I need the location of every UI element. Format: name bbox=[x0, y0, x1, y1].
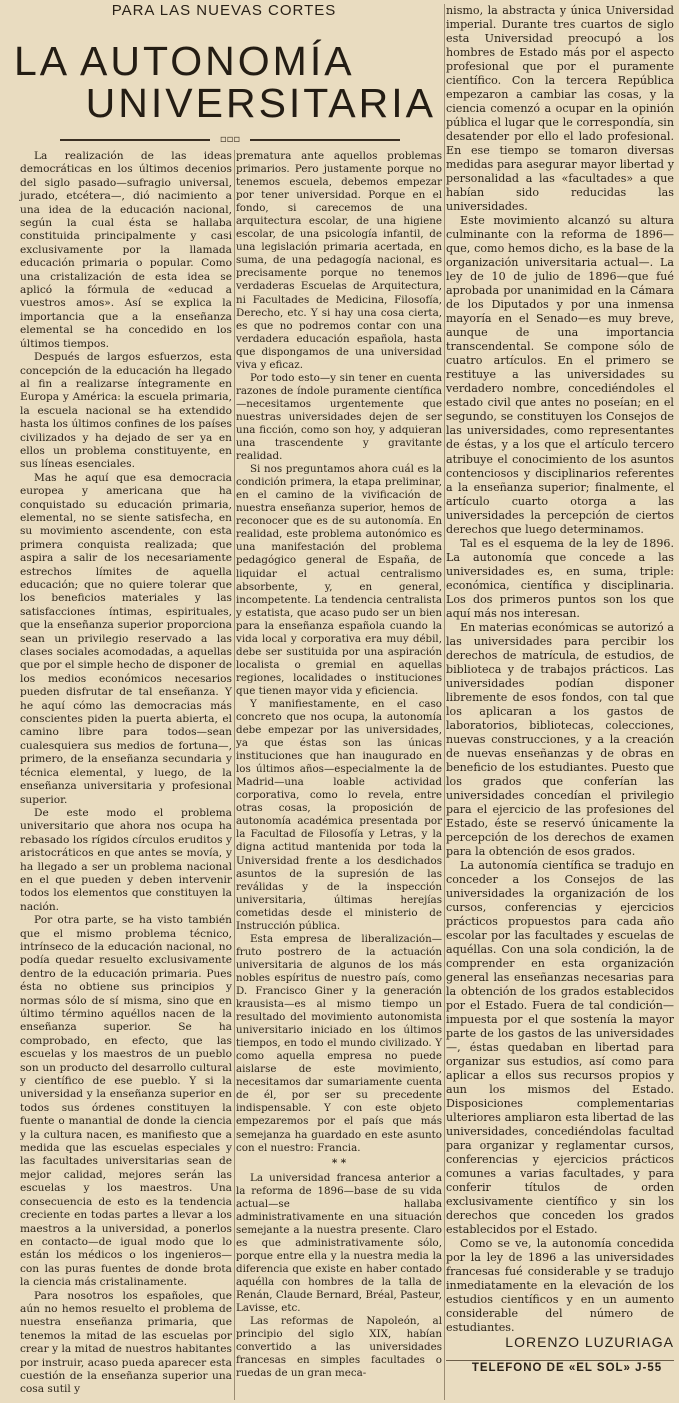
paragraph: nismo, la abstracta y única Universidad imperial. Durante tres cuartos de siglo esta Universidad preocupó a los hombres de Estado más por el aspecto profesional que por el puramente científico. Con la tercera República empezaron a cambiar las cosas, y la ciencia comenzó a ocupar en la opinión pública el lugar que le correspondía, sin desatender por ello el lado profesional. En ese tiempo se tomaron diversas medidas para asegurar mayor libertad y personalidad a las «facultades» a que habían sido reducidas las universidades. bbox=[446, 4, 674, 214]
paragraph: Este movimiento alcanzó su altura culminante con la reforma de 1896—que, como hemos dicho, es la base de la organización universitaria actual—. La ley de 10 de julio de 1896—que fué aprobada por unanimidad en la Cámara de los Diputados y por una inmensa mayoría en el Senado—es muy breve, aunque de una importancia transcendental. Se compone sólo de cuatro artículos. En el primero se restituye a las universidades su verdadero nombre, concediéndoles el estado civil que antes no poseían; en el segundo, se constituyen los Consejos de las universidades, como representantes de éstas, y a los que el artículo tercero atribuye el conocimiento de los asuntos contenciosos y disciplinarios referentes a la enseñanza superior; finalmente, el artículo cuarto otorga a las universidades la percepción de ciertos derechos que luego determinamos. bbox=[446, 214, 674, 536]
ornament-icon: ▫▫▫ bbox=[219, 134, 241, 145]
rule-line-right bbox=[250, 139, 400, 141]
headline-line-1: LA AUTONOMÍA bbox=[14, 38, 355, 84]
paragraph: Si nos preguntamos ahora cuál es la condición primera, la etapa preliminar, en el camino de la vivificación de nuestra enseñanza superior, hemos de reconocer que es de su autonomía. En realidad, este problema autonómico es una manifestación del problema pedagógico general de España, de liquidar el actual centralismo absorbente, y, en general, incompetente. La tendencia centralista y estatista, que acaso pudo ser un bien para la enseñanza española cuando la vida local y corporativa era muy débil, debe ser sustituida por una aspiración localista o gremial en aquellas regiones, localidades o instituciones que tienen mayor vida y eficiencia. bbox=[236, 463, 442, 697]
paragraph: La universidad francesa anterior a la reforma de 1896—base de su vida actual—se hallaba administrativamente en una situación semejante a la nuestra presente. Claro es que administrativamente sólo, porque entre ella y la nuestra media la diferencia que existe en haber contado aquélla con hombres de la talla de Renán, Claude Bernard, Bréal, Pasteur, Lavisse, etc. bbox=[236, 1171, 442, 1315]
rule-line-left bbox=[60, 139, 210, 141]
paragraph: De este modo el problema universitario que ahora nos ocupa ha rebasado los rígidos círculos eruditos y aristocráticos en que antes se movía, y ha llegado a ser un problema nacional en el que pueden y deben intervenir todos los elementos que constituyen la nación. bbox=[20, 806, 232, 913]
article-column-1 bbox=[20, 150, 232, 1400]
headline-line-2: UNIVERSITARIA bbox=[85, 80, 436, 126]
paragraph: Por otra parte, se ha visto también que el mismo problema técnico, intrínseco de la educación nacional, no podía quedar resuelto exclusivamente dentro de la educación primaria. Pues ésta no obtiene sus principios y normas sólo de sí misma, sino que en último término aquéllos nacen de la enseñanza superior. Se ha comprobado, en efecto, que las escuelas y los maestros de un pueblo son un producto del desarrollo cultural y científico de ese pueblo. Y si la universidad y la enseñanza superior en todos sus órdenes constituyen la fuente o manantial de donde la ciencia y la cultura nacen, es manifiesto que a medida que las escuelas especiales y las facultades universitarias sean de mejor calidad, mejores serán las escuelas y los maestros. Una consecuencia de esto es la tendencia creciente en todas partes a llevar a los maestros a la universidad, a ponerlos en contacto—de igual modo que lo están los médicos o los ingenieros—con las puras fuentes de donde brota la ciencia más cristalinamente. bbox=[20, 914, 232, 1289]
paragraph: prematura ante aquellos problemas primarios. Pero justamente porque no tenemos escuela, debemos empezar por tener universidad. Porque en el fondo, si carecemos de una arquitectura escolar, de una higiene escolar, de una psicología infantil, de una legislación primaria acertada, en suma, de una pedagogía nacional, es precisamente porque no tenemos verdaderas Escuelas de Arquitectura, ni Facultades de Medicina, Filosofía, Derecho, etc. Y si hay una cosa cierta, es que no podremos contar con una verdadera educación española, hasta que dispongamos de una universidad viva y eficaz. bbox=[236, 150, 442, 371]
headline-rule bbox=[60, 134, 400, 146]
column-divider bbox=[444, 4, 445, 1400]
telephone-notice: TELEFONO DE «EL SOL» J-55 bbox=[471, 1361, 663, 1374]
author-signature: LORENZO LUZURIAGA bbox=[505, 1334, 674, 1351]
column-divider bbox=[234, 150, 235, 1400]
paragraph: Tal es el esquema de la ley de 1896. La autonomía que concede a las universidades es, en suma, triple: económica, científica y disciplinaria. Los dos primeros puntos son los que aquí más nos interesan. bbox=[446, 536, 674, 620]
section-title: PARA LAS NUEVAS CORTES bbox=[111, 2, 337, 19]
paragraph: Como se ve, la autonomía concedida por la ley de 1896 a las universidades francesas fué considerable y se tradujo inmediatamente en la elevación de los estudios científicos y en un aumento considerable del número de estudiantes. bbox=[446, 1237, 674, 1335]
paragraph: Las reformas de Napoleón, al principio del siglo XIX, habían convertido a las universidades francesas en simples facultades o ruedas de un gran meca- bbox=[236, 1315, 442, 1380]
paragraph: La autonomía científica se tradujo en conceder a los Consejos de las universidades la organización de los cursos, conferencias y ejercicios prácticos propuestos para cada año escolar por las facultades y escuelas de aquéllas. Con una sola condición, la de comprender en esta organización general las enseñanzas necesarias para la obtención de los grados establecidos por el Estado. Fuera de tal condición—impuesta por el que sostenía la mayor parte de los gastos de las universidades—, éstas quedaban en libertad para organizar sus estudios, así como para aplicar a ellos sus recursos propios y aun los mismos del Estado. Disposiciones complementarias ulteriores ampliaron esta libertad de las universidades, concediéndolas facultad para organizar y reglamentar cursos, conferencias y ejercicios prácticos comunes a varias facultades, y para conferir títulos de orden exclusivamente científico y sin los derechos que conceden los grados establecidos por el Estado. bbox=[446, 858, 674, 1237]
article-column-3 bbox=[446, 4, 674, 1384]
paragraph: Y manifiestamente, en el caso concreto que nos ocupa, la autonomía debe empezar por las universidades, ya que éstas son las únicas instituciones que han inaugurado en los últimos años—especialmente la de Madrid—una loable actividad corporativa, como lo revela, entre otras cosas, la proposición de autonomía académica presentada por la Facultad de Filosofía y Letras, y la digna actitud mantenida por toda la Universidad frente a los desdichados asuntos de la supresión de las reválidas y de la inspección universitaria, últimas herejías cometidas desde el ministerio de Instrucción pública. bbox=[236, 697, 442, 932]
paragraph: La realización de las ideas democráticas en los últimos decenios del siglo pasado—sufragio universal, jurado, etcétera—, dió nacimiento a una idea de la educación nacional, según la cual ésta se hallaba constituida principalmente y casi exclusivamente por la llamada educación primaria o popular. Como una cristalización de esta idea se aplicó la fórmula de «educad a vuestros amos». Así se explica la importancia que a la enseñanza elemental se ha concedido en los últimos tiempos. bbox=[20, 150, 232, 350]
section-break: * * bbox=[331, 1156, 347, 1169]
paragraph: En materias económicas se autorizó a las universidades para percibir los derechos de matrícula, de estudios, de biblioteca y de trabajos prácticos. Las universidades podían disponer libremente de esos fondos, con tal que los aplicaran a los gastos de laboratorios, bibliotecas, colecciones, nuevas construcciones, y a la creación de nuevas enseñanzas y de obras en beneficio de los estudiantes. Puesto que los grados que conferían las universidades concedían el privilegio para el ejercicio de las profesiones del Estado, éste se reservó únicamente la percepción de los derechos de examen para la obtención de esos grados. bbox=[446, 620, 674, 858]
paragraph: Después de largos esfuerzos, esta concepción de la educación ha llegado al fin a realizarse íntegramente en Europa y América: la escuela primaria, la escuela nacional se ha extendido hasta los últimos confines de los países civilizados y ha dejado de ser ya en ellos un problema constituyente, en sus líneas esenciales. bbox=[20, 351, 232, 471]
paragraph: Para nosotros los españoles, que aún no hemos resuelto el problema de nuestra enseñanza primaria, que tenemos la mitad de las escuelas por crear y la mitad de nuestros habitantes por instruir, acaso pueda aparecer esta cuestión de la enseñanza superior una cosa sutil y bbox=[20, 1289, 232, 1396]
paragraph: Mas he aquí que esa democracia europea y americana que ha conquistado su educación primaria, elemental, no se siente satisfecha, en su movimiento ascendente, con esta primera conquista realizada; que aspira a salir de los necesariamente estrechos límites de aquella educación; que no quiere tolerar que los beneficios materiales y las satisfacciones íntimas, espirituales, que la enseñanza superior proporciona sean un privilegio reservado a las clases sociales acomodadas, a aquellas que por el simple hecho de disponer de los medios económicos necesarios pueden disfrutar de tal enseñanza. Y he aquí cómo las democracias más conscientes piden la puerta abierta, el camino libre para todos—sean cualesquiera sus medios de fortuna—, primero, de la enseñanza secundaria y técnica elemental, y luego, de la enseñanza universitaria y profesional superior. bbox=[20, 471, 232, 806]
paragraph: Esta empresa de liberalización—fruto postrero de la actuación universitaria de algunos de los más nobles espíritus de nuestro país, como D. Francisco Giner y la generación krausista—es al mismo tiempo un resultado del movimiento autonomista universitario iniciado en los últimos tiempos, en todo el mundo civilizado. Y como aquella empresa no puede aislarse de este movimiento, necesitamos dar sumariamente cuenta de él, por ser su precedente indispensable. Y con este objeto empezaremos por el país que más semejanza ha guardado en este asunto con el nuestro: Francia. bbox=[236, 932, 442, 1154]
article-column-2 bbox=[236, 150, 442, 1400]
paragraph: Por todo esto—y sin tener en cuenta razones de índole puramente científica—necesitamos urgentemente que nuestras universidades dejen de ser una ficción, como son hoy, y adquieran una trascendente y gravitante realidad. bbox=[236, 371, 442, 463]
headline bbox=[10, 40, 440, 124]
